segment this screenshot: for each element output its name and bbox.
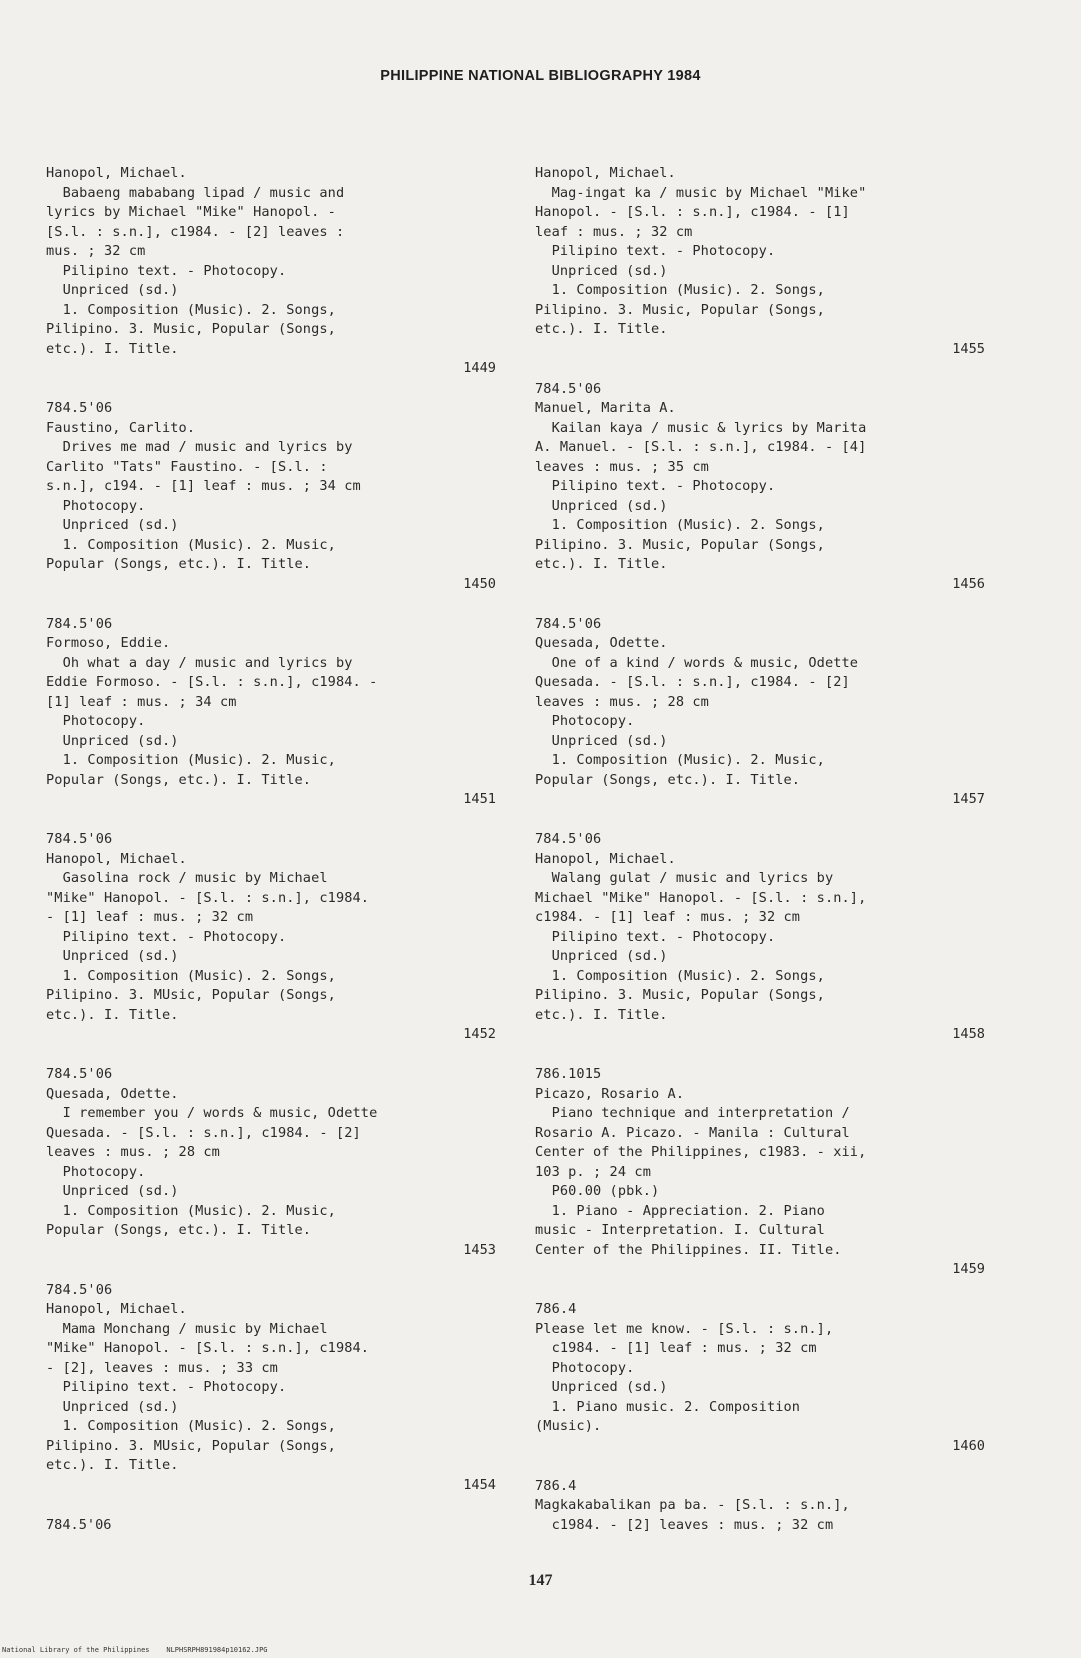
entry-line: 1. Composition (Music). 2. Music,	[535, 752, 825, 768]
entry-line: c1984. - [1] leaf : mus. ; 32 cm	[535, 909, 801, 925]
entry-line: Carlito "Tats" Faustino. - [S.l. :	[46, 458, 328, 475]
entry-line: Hanopol, Michael.	[46, 850, 187, 867]
entry-number: 1458	[952, 1026, 985, 1042]
entry-line: leaves : mus. ; 35 cm	[535, 458, 709, 475]
entry-line: Magkakabalikan pa ba. - [S.l. : s.n.],	[535, 1497, 850, 1513]
entry-number: 1453	[463, 1241, 496, 1258]
entry-line: 784.5'06	[46, 1281, 113, 1298]
entry-line: Pilipino. 3. Music, Popular (Songs,	[46, 321, 336, 337]
entry-line: etc.). I. Title.	[535, 556, 668, 572]
bibliography-entry	[46, 830, 496, 1043]
entry-line: 786.4	[535, 1301, 577, 1317]
entry-line: s.n.], c194. - [1] leaf : mus. ; 34 cm	[46, 478, 361, 494]
entry-line: Mag-ingat ka / music by Michael "Mike"	[535, 184, 867, 201]
bibliography-entry	[535, 380, 985, 593]
entry-line: Pilipino text. - Photocopy.	[46, 262, 287, 279]
entry-line: 1. Piano - Appreciation. 2. Piano	[535, 1202, 825, 1219]
entry-line: 1. Composition (Music). 2. Songs,	[46, 1418, 336, 1434]
bibliography-entry	[535, 164, 985, 358]
entry-line: Photocopy.	[535, 1359, 635, 1376]
entry-number: 1460	[952, 1437, 985, 1454]
entry-line: leaf : mus. ; 32 cm	[535, 223, 693, 240]
entry-line: Walang gulat / music and lyrics by	[535, 870, 834, 886]
entry-line: A. Manuel. - [S.l. : s.n.], c1984. - [4]	[535, 439, 867, 455]
entry-number: 1457	[952, 791, 985, 807]
bibliography-entry	[535, 1300, 985, 1455]
entry-line: Quesada. - [S.l. : s.n.], c1984. - [2]	[46, 1124, 361, 1141]
bibliography-entry	[46, 399, 496, 593]
entry-line: 784.5'06	[46, 831, 113, 847]
entry-line: Photocopy.	[46, 713, 146, 729]
entry-line: 784.5'06	[46, 615, 113, 632]
entry-line: mus. ; 32 cm	[46, 243, 146, 259]
entry-line: Pilipino text. - Photocopy.	[46, 1379, 287, 1395]
entry-line: Center of the Philippines, c1983. - xii,	[535, 1144, 867, 1160]
entry-line: Hanopol. - [S.l. : s.n.], c1984. - [1]	[535, 204, 850, 220]
entry-line: Drives me mad / music and lyrics by	[46, 439, 353, 455]
entry-number: 1455	[952, 340, 985, 357]
entry-line: Photocopy.	[46, 497, 146, 514]
entry-number: 1459	[952, 1261, 985, 1277]
entry-line: 1. Composition (Music). 2. Songs,	[46, 967, 336, 984]
entry-line: - [2], leaves : mus. ; 33 cm	[46, 1359, 278, 1376]
entry-line: Unpriced (sd.)	[535, 497, 668, 514]
entry-line: Please let me know. - [S.l. : s.n.],	[535, 1320, 834, 1337]
entry-line: Photocopy.	[46, 1163, 146, 1180]
bibliography-entry	[46, 164, 496, 377]
entry-line: Pilipino text. - Photocopy.	[46, 928, 287, 945]
entry-line: Hanopol, Michael.	[46, 1301, 187, 1317]
entry-line: [1] leaf : mus. ; 34 cm	[46, 693, 237, 710]
entry-line: P60.00 (pbk.)	[535, 1183, 660, 1199]
bibliography-entry	[46, 615, 496, 809]
entry-line: 1. Composition (Music). 2. Songs,	[46, 301, 336, 318]
entry-number: 1450	[463, 575, 496, 592]
page-header: PHILIPPINE NATIONAL BIBLIOGRAPHY 1984	[380, 68, 701, 84]
bibliography-entry-continued	[535, 1477, 985, 1536]
entry-line: 784.5'06	[535, 380, 602, 397]
entry-line: music - Interpretation. I. Cultural	[535, 1222, 825, 1238]
entry-line: 1. Composition (Music). 2. Songs,	[535, 282, 825, 298]
entry-line: leaves : mus. ; 28 cm	[46, 1144, 220, 1160]
entry-line: 784.5'06	[535, 831, 602, 847]
page-number: 147	[528, 1572, 553, 1589]
entry-number: 1452	[463, 1026, 496, 1042]
entry-line: c1984. - [2] leaves : mus. ; 32 cm	[535, 1516, 834, 1533]
entry-line: Gasolina rock / music by Michael	[46, 870, 328, 886]
entry-line: (Music).	[535, 1418, 602, 1434]
entry-line: 1. Piano music. 2. Composition	[535, 1398, 801, 1415]
entry-line: Faustino, Carlito.	[46, 419, 196, 436]
entry-line: Pilipino text. - Photocopy.	[535, 243, 776, 259]
entry-line: Popular (Songs, etc.). I. Title.	[46, 1222, 312, 1238]
entry-line: Unpriced (sd.)	[535, 732, 668, 749]
entry-line: Unpriced (sd.)	[535, 262, 668, 279]
entry-line: Pilipino. 3. MUsic, Popular (Songs,	[46, 987, 336, 1003]
entry-line: 1. Composition (Music). 2. Songs,	[535, 967, 825, 984]
bibliography-entry	[535, 615, 985, 809]
entry-line: Popular (Songs, etc.). I. Title.	[535, 771, 801, 788]
entry-line: 786.4	[535, 1477, 577, 1494]
entry-line: Quesada. - [S.l. : s.n.], c1984. - [2]	[535, 674, 850, 690]
entry-line: Pilipino text. - Photocopy.	[535, 928, 776, 945]
entry-line: Unpriced (sd.)	[46, 732, 179, 749]
entry-line: Photocopy.	[535, 713, 635, 729]
bibliography-entry	[46, 1065, 496, 1259]
entry-line: Manuel, Marita A.	[535, 400, 676, 416]
entry-line: Picazo, Rosario A.	[535, 1085, 685, 1102]
entry-line: "Mike" Hanopol. - [S.l. : s.n.], c1984.	[46, 1340, 370, 1356]
entry-line: Unpriced (sd.)	[46, 282, 179, 298]
entry-line: Quesada, Odette.	[46, 1085, 179, 1102]
entry-line: etc.). I. Title.	[46, 1006, 179, 1023]
entry-line: Unpriced (sd.)	[46, 948, 179, 964]
entry-line: Formoso, Eddie.	[46, 635, 171, 651]
entry-line: c1984. - [1] leaf : mus. ; 32 cm	[535, 1340, 817, 1356]
entry-line: Piano technique and interpretation /	[535, 1105, 850, 1121]
entry-line: 784.5'06	[46, 1066, 113, 1082]
entry-line: Unpriced (sd.)	[46, 1398, 179, 1415]
entry-line: etc.). I. Title.	[535, 1006, 668, 1023]
entry-line: Hanopol, Michael.	[535, 165, 676, 181]
entry-number: 1454	[463, 1476, 496, 1493]
entry-line: Quesada, Odette.	[535, 635, 668, 651]
entry-line: Unpriced (sd.)	[46, 1183, 179, 1199]
entry-line: Hanopol, Michael.	[46, 165, 187, 181]
entry-line: Mama Monchang / music by Michael	[46, 1320, 328, 1337]
entry-line: Babaeng mababang lipad / music and	[46, 184, 345, 201]
entry-line: Kailan kaya / music & lyrics by Marita	[535, 419, 867, 436]
entry-line: [S.l. : s.n.], c1984. - [2] leaves :	[46, 223, 345, 240]
entry-line: Unpriced (sd.)	[46, 517, 179, 533]
entry-line: 1. Composition (Music). 2. Music,	[46, 1202, 336, 1219]
entry-line: lyrics by Michael "Mike" Hanopol. -	[46, 204, 336, 220]
entry-line: 1. Composition (Music). 2. Songs,	[535, 517, 825, 533]
class-number-continued: 784.5'06	[46, 1516, 112, 1533]
entry-line: Eddie Formoso. - [S.l. : s.n.], c1984. -	[46, 674, 378, 690]
entry-line: - [1] leaf : mus. ; 32 cm	[46, 909, 254, 925]
entry-line: leaves : mus. ; 28 cm	[535, 693, 709, 710]
entry-line: etc.). I. Title.	[46, 1457, 179, 1473]
entry-line: Popular (Songs, etc.). I. Title.	[46, 556, 312, 572]
entry-line: 1. Composition (Music). 2. Music,	[46, 536, 336, 553]
entry-number: 1449	[463, 360, 496, 376]
entry-line: I remember you / words & music, Odette	[46, 1105, 378, 1121]
entry-line: Unpriced (sd.)	[535, 1379, 668, 1395]
entry-line: Pilipino. 3. Music, Popular (Songs,	[535, 301, 825, 318]
entry-line: Pilipino. 3. Music, Popular (Songs,	[535, 987, 825, 1003]
entry-line: 784.5'06	[535, 615, 602, 632]
left-column	[46, 164, 496, 1535]
entry-line: 103 p. ; 24 cm	[535, 1163, 651, 1180]
scan-footer: National Library of the Philippines NLPHSRPH891984p10162.JPG	[2, 1646, 268, 1654]
entry-line: Michael "Mike" Hanopol. - [S.l. : s.n.],	[535, 889, 867, 906]
bibliography-entry	[535, 1065, 985, 1278]
entry-line: 786.1015	[535, 1066, 602, 1082]
entry-line: One of a kind / words & music, Odette	[535, 654, 859, 671]
entry-line: 784.5'06	[46, 400, 113, 416]
bibliography-entry	[535, 830, 985, 1043]
entry-number: 1451	[463, 791, 496, 807]
bibliography-entry	[46, 1281, 496, 1494]
entry-line: Hanopol, Michael.	[535, 850, 676, 867]
entry-line: Pilipino text. - Photocopy.	[535, 478, 776, 494]
right-column	[535, 164, 985, 1557]
entry-line: Center of the Philippines. II. Title.	[535, 1241, 842, 1258]
entry-line: Oh what a day / music and lyrics by	[46, 654, 353, 671]
entry-line: etc.). I. Title.	[46, 340, 179, 357]
entry-line: etc.). I. Title.	[535, 321, 668, 337]
entry-line: "Mike" Hanopol. - [S.l. : s.n.], c1984.	[46, 889, 370, 906]
entry-number: 1456	[952, 575, 985, 592]
entry-line: Pilipino. 3. MUsic, Popular (Songs,	[46, 1437, 336, 1454]
entry-line: Unpriced (sd.)	[535, 948, 668, 964]
entry-line: 1. Composition (Music). 2. Music,	[46, 752, 336, 768]
entry-line: Popular (Songs, etc.). I. Title.	[46, 771, 312, 788]
entry-line: Rosario A. Picazo. - Manila : Cultural	[535, 1124, 850, 1141]
entry-line: Pilipino. 3. Music, Popular (Songs,	[535, 536, 825, 553]
